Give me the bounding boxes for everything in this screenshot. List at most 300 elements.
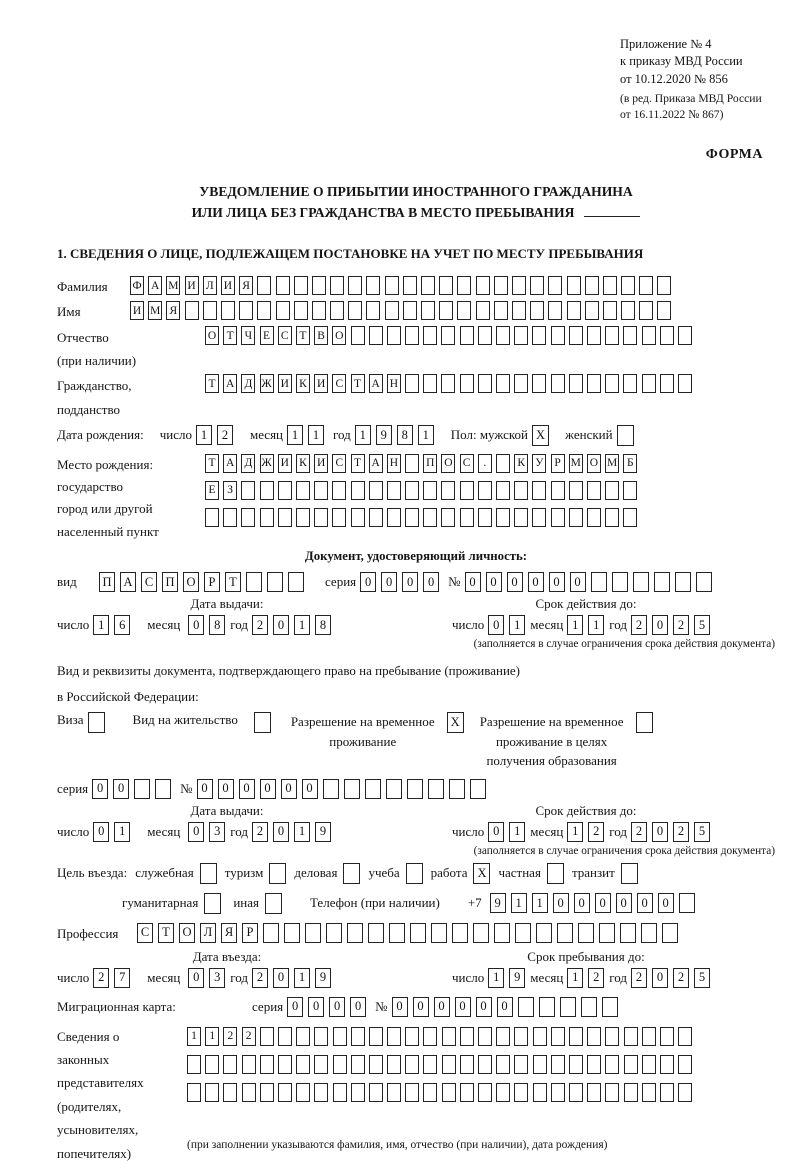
residence-doc-type-row bbox=[57, 712, 775, 771]
filled-cell: 1 bbox=[509, 615, 525, 635]
filled-cell: 0 bbox=[486, 572, 502, 592]
filled-cell: И bbox=[278, 374, 292, 393]
filled-cell: А bbox=[369, 454, 383, 473]
empty-cell bbox=[405, 454, 419, 473]
filled-cell: 1 bbox=[488, 968, 504, 988]
empty-cell bbox=[678, 326, 692, 345]
filled-cell: 1 bbox=[511, 893, 527, 913]
year-label: год bbox=[230, 969, 249, 985]
empty-cell bbox=[678, 1083, 692, 1102]
empty-cell bbox=[278, 508, 292, 527]
empty-cell bbox=[410, 923, 426, 943]
filled-cell: 2 bbox=[631, 968, 647, 988]
birth-date-label: Дата рождения: bbox=[57, 427, 144, 443]
empty-cell bbox=[405, 326, 419, 345]
name-row bbox=[57, 301, 775, 320]
empty-cell bbox=[496, 1027, 510, 1046]
empty-cell bbox=[333, 1055, 347, 1074]
empty-cell bbox=[642, 1083, 656, 1102]
sex-male-label: Пол: мужской bbox=[450, 427, 529, 443]
entry-dates-row bbox=[57, 968, 775, 988]
opt-work-label: работа bbox=[430, 865, 468, 881]
legal-row2-cells bbox=[187, 1055, 696, 1074]
purpose-label: Цель въезда: bbox=[57, 865, 128, 881]
filled-cell: 2 bbox=[588, 822, 604, 842]
empty-cell bbox=[642, 1027, 656, 1046]
series-label: серия bbox=[252, 998, 284, 1014]
empty-cell bbox=[605, 1083, 619, 1102]
filled-cell: 8 bbox=[315, 615, 331, 635]
filled-cell: 0 bbox=[658, 893, 674, 913]
filled-cell: 0 bbox=[652, 615, 668, 635]
birth-place-row3-cells bbox=[205, 508, 642, 527]
filled-cell: И bbox=[185, 276, 199, 295]
year-label: год bbox=[609, 969, 628, 985]
filled-cell: Т bbox=[351, 454, 365, 473]
empty-cell bbox=[269, 863, 286, 884]
birth-place-block bbox=[57, 454, 775, 543]
day-label: число bbox=[452, 617, 485, 633]
legal-row1-cells bbox=[187, 1027, 696, 1046]
birth-place-row1-cells bbox=[205, 454, 642, 473]
empty-cell bbox=[457, 276, 471, 295]
filled-cell: 2 bbox=[93, 968, 109, 988]
year-label: год bbox=[609, 617, 628, 633]
empty-cell bbox=[423, 1055, 437, 1074]
empty-cell bbox=[294, 276, 308, 295]
filled-cell: 0 bbox=[652, 822, 668, 842]
empty-cell bbox=[567, 301, 581, 320]
doc-kind-label: вид bbox=[57, 574, 77, 590]
filled-cell: Я bbox=[239, 276, 253, 295]
filled-cell: 0 bbox=[197, 779, 213, 799]
day-label: число bbox=[452, 823, 485, 839]
opt-study-label: учеба bbox=[368, 865, 400, 881]
series-label: серия bbox=[325, 574, 357, 590]
empty-cell bbox=[314, 1083, 328, 1102]
filled-cell: 0 bbox=[302, 779, 318, 799]
empty-cell bbox=[514, 1027, 528, 1046]
filled-cell: Т bbox=[205, 374, 219, 393]
empty-cell bbox=[296, 1083, 310, 1102]
opt-transit-label: транзит bbox=[571, 865, 615, 881]
empty-cell bbox=[587, 1027, 601, 1046]
temp-permit-label: Разрешение на временное проживание bbox=[290, 714, 435, 749]
filled-cell: 1 bbox=[205, 1027, 219, 1046]
filled-cell: 0 bbox=[308, 997, 324, 1017]
empty-cell bbox=[623, 374, 637, 393]
filled-cell: С bbox=[460, 454, 474, 473]
filled-cell: 2 bbox=[242, 1027, 256, 1046]
empty-cell bbox=[514, 1055, 528, 1074]
filled-cell: 0 bbox=[287, 997, 303, 1017]
filled-cell: Н bbox=[387, 374, 401, 393]
opt-tourism-label: туризм bbox=[224, 865, 264, 881]
visa-label: Виза bbox=[57, 712, 84, 728]
filled-cell: 8 bbox=[209, 615, 225, 635]
empty-cell bbox=[460, 508, 474, 527]
entry-date-heading: Дата въезда: bbox=[192, 948, 262, 964]
empty-cell bbox=[257, 301, 271, 320]
filled-cell: 1 bbox=[114, 822, 130, 842]
empty-cell bbox=[605, 508, 619, 527]
empty-cell bbox=[351, 1083, 365, 1102]
filled-cell: 0 bbox=[553, 893, 569, 913]
expiry-day-cells bbox=[488, 615, 530, 635]
empty-cell bbox=[221, 301, 235, 320]
filled-cell: 0 bbox=[392, 997, 408, 1017]
filled-cell: 0 bbox=[381, 572, 397, 592]
filled-cell: П bbox=[423, 454, 437, 473]
issue-date-heading: Дата выдачи: bbox=[190, 802, 264, 818]
empty-cell bbox=[621, 276, 635, 295]
issue-month-cells bbox=[188, 615, 230, 635]
empty-cell bbox=[187, 1083, 201, 1102]
empty-cell bbox=[514, 326, 528, 345]
filled-cell: С bbox=[332, 374, 346, 393]
filled-cell: 1 bbox=[294, 615, 310, 635]
empty-cell bbox=[515, 923, 531, 943]
empty-cell bbox=[460, 1055, 474, 1074]
opt-tourism-checkbox bbox=[269, 863, 286, 884]
residence-issue-year-cells bbox=[252, 822, 336, 842]
empty-cell bbox=[423, 326, 437, 345]
empty-cell bbox=[405, 374, 419, 393]
visit-purpose-row bbox=[57, 863, 775, 884]
birth-place-label: Место рождения: государство город или другой населенный пункт bbox=[57, 456, 159, 539]
filled-cell: 5 bbox=[694, 615, 710, 635]
empty-cell bbox=[578, 923, 594, 943]
filled-cell: 0 bbox=[188, 615, 204, 635]
empty-cell bbox=[567, 276, 581, 295]
empty-cell bbox=[587, 481, 601, 500]
number-label: № bbox=[180, 780, 193, 796]
empty-cell bbox=[642, 374, 656, 393]
month-label: месяц bbox=[147, 617, 181, 633]
empty-cell bbox=[386, 779, 402, 799]
year-label: год bbox=[230, 823, 249, 839]
month-label: месяц bbox=[530, 617, 564, 633]
empty-cell bbox=[624, 1027, 638, 1046]
month-label: месяц bbox=[147, 823, 181, 839]
empty-cell bbox=[548, 301, 562, 320]
filled-cell: Т bbox=[296, 326, 310, 345]
entry-day-cells bbox=[93, 968, 135, 988]
filled-cell: 0 bbox=[434, 997, 450, 1017]
visa-option bbox=[57, 712, 105, 733]
empty-cell bbox=[560, 997, 576, 1017]
filled-cell: Ж bbox=[260, 454, 274, 473]
empty-cell bbox=[569, 1027, 583, 1046]
filled-cell: Д bbox=[241, 454, 255, 473]
empty-cell bbox=[385, 276, 399, 295]
empty-cell bbox=[323, 779, 339, 799]
migration-number-cells bbox=[392, 997, 623, 1017]
residence-number-cells bbox=[197, 779, 491, 799]
empty-cell bbox=[405, 1083, 419, 1102]
empty-cell bbox=[496, 374, 510, 393]
empty-cell bbox=[369, 326, 383, 345]
empty-cell bbox=[639, 276, 653, 295]
filled-cell: 1 bbox=[93, 615, 109, 635]
expiry-month-cells bbox=[567, 615, 609, 635]
empty-cell bbox=[657, 276, 671, 295]
empty-cell bbox=[423, 1083, 437, 1102]
empty-cell bbox=[587, 326, 601, 345]
empty-cell bbox=[421, 301, 435, 320]
filled-cell: 1 bbox=[567, 968, 583, 988]
number-label: № bbox=[375, 998, 388, 1014]
filled-cell: Р bbox=[551, 454, 565, 473]
filled-cell: 0 bbox=[637, 893, 653, 913]
empty-cell bbox=[605, 374, 619, 393]
empty-cell bbox=[276, 301, 290, 320]
appendix-line: к приказу МВД России bbox=[620, 54, 743, 69]
filled-cell: 0 bbox=[350, 997, 366, 1017]
empty-cell bbox=[496, 481, 510, 500]
doc-number-cells bbox=[465, 572, 717, 592]
empty-cell bbox=[344, 779, 360, 799]
filled-cell: 0 bbox=[528, 572, 544, 592]
empty-cell bbox=[260, 1027, 274, 1046]
empty-cell bbox=[423, 1027, 437, 1046]
filled-cell: 0 bbox=[488, 822, 504, 842]
opt-official-label: служебная bbox=[135, 865, 194, 881]
empty-cell bbox=[623, 326, 637, 345]
empty-cell bbox=[387, 508, 401, 527]
empty-cell bbox=[223, 508, 237, 527]
empty-cell bbox=[405, 508, 419, 527]
filled-cell: 0 bbox=[574, 893, 590, 913]
opt-work-checkbox bbox=[473, 863, 490, 884]
phone-label: Телефон (при наличии) bbox=[309, 895, 440, 911]
filled-cell: 1 bbox=[294, 822, 310, 842]
empty-cell bbox=[187, 1055, 201, 1074]
empty-cell bbox=[276, 276, 290, 295]
opt-business-label: деловая bbox=[294, 865, 338, 881]
legal-representatives-note: (при заполнении указываются фамилия, имя, отчество (при наличии), дата рождения) bbox=[187, 1138, 608, 1151]
empty-cell bbox=[246, 572, 262, 592]
profession-label: Профессия bbox=[57, 925, 119, 941]
filled-cell: 0 bbox=[188, 822, 204, 842]
empty-cell bbox=[518, 997, 534, 1017]
empty-cell bbox=[405, 481, 419, 500]
surname-label: Фамилия bbox=[57, 279, 108, 295]
appendix-line: от 10.12.2020 № 856 bbox=[620, 71, 728, 86]
empty-cell bbox=[532, 326, 546, 345]
empty-cell bbox=[351, 481, 365, 500]
empty-cell bbox=[326, 923, 342, 943]
edu-permit-checkbox bbox=[636, 712, 653, 733]
empty-cell bbox=[205, 508, 219, 527]
empty-cell bbox=[351, 1055, 365, 1074]
year-label: год bbox=[230, 617, 249, 633]
residence-doc-dates bbox=[57, 822, 775, 842]
opt-other-label: иная bbox=[233, 895, 259, 911]
empty-cell bbox=[387, 326, 401, 345]
empty-cell bbox=[478, 374, 492, 393]
filled-cell: 8 bbox=[397, 425, 413, 445]
filled-cell: 0 bbox=[93, 822, 109, 842]
section1-heading: 1. СВЕДЕНИЯ О ЛИЦЕ, ПОДЛЕЖАЩЕМ ПОСТАНОВКЕ НА УЧЕТ ПО МЕСТУ ПРЕБЫВАНИЯ bbox=[57, 246, 644, 262]
filled-cell: И bbox=[221, 276, 235, 295]
empty-cell bbox=[473, 923, 489, 943]
empty-cell bbox=[660, 1027, 674, 1046]
empty-cell bbox=[605, 1027, 619, 1046]
filled-cell: Т bbox=[351, 374, 365, 393]
empty-cell bbox=[678, 374, 692, 393]
empty-cell bbox=[428, 779, 444, 799]
filled-cell: 1 bbox=[588, 615, 604, 635]
citizenship-cells bbox=[205, 374, 696, 393]
empty-cell bbox=[654, 572, 670, 592]
blank-underline bbox=[584, 216, 640, 217]
filled-cell: С bbox=[332, 454, 346, 473]
empty-cell bbox=[514, 481, 528, 500]
filled-cell: П bbox=[99, 572, 115, 592]
empty-cell bbox=[551, 1027, 565, 1046]
appendix-header bbox=[620, 36, 800, 123]
empty-cell bbox=[476, 276, 490, 295]
empty-cell bbox=[260, 1083, 274, 1102]
filled-cell: Ч bbox=[241, 326, 255, 345]
empty-cell bbox=[403, 276, 417, 295]
empty-cell bbox=[405, 1055, 419, 1074]
filled-cell: 0 bbox=[360, 572, 376, 592]
empty-cell bbox=[278, 481, 292, 500]
identity-doc-expiry-note: (заполняется в случае ограничения срока действия документа) bbox=[473, 638, 775, 651]
empty-cell bbox=[460, 1083, 474, 1102]
filled-cell: 1 bbox=[287, 425, 303, 445]
filled-cell: И bbox=[130, 301, 144, 320]
filled-cell: 6 bbox=[114, 615, 130, 635]
empty-cell bbox=[294, 301, 308, 320]
doc-kind-cells bbox=[99, 572, 309, 592]
empty-cell bbox=[551, 508, 565, 527]
empty-cell bbox=[387, 1027, 401, 1046]
empty-cell bbox=[314, 1027, 328, 1046]
empty-cell bbox=[333, 1027, 347, 1046]
empty-cell bbox=[155, 779, 171, 799]
empty-cell bbox=[496, 1083, 510, 1102]
residence-doc-series-row bbox=[57, 779, 775, 799]
filled-cell: 1 bbox=[567, 822, 583, 842]
empty-cell bbox=[241, 481, 255, 500]
empty-cell bbox=[389, 923, 405, 943]
filled-cell: Р bbox=[204, 572, 220, 592]
empty-cell bbox=[569, 508, 583, 527]
empty-cell bbox=[263, 923, 279, 943]
birth-day-cells bbox=[196, 425, 238, 445]
legal-row3-cells bbox=[187, 1083, 696, 1102]
empty-cell bbox=[314, 1055, 328, 1074]
empty-cell bbox=[678, 1027, 692, 1046]
empty-cell bbox=[260, 508, 274, 527]
empty-cell bbox=[512, 276, 526, 295]
empty-cell bbox=[533, 1083, 547, 1102]
empty-cell bbox=[636, 712, 653, 733]
filled-cell: 2 bbox=[673, 615, 689, 635]
residence-series-cells bbox=[92, 779, 176, 799]
empty-cell bbox=[605, 481, 619, 500]
empty-cell bbox=[442, 1055, 456, 1074]
stay-year-cells bbox=[631, 968, 715, 988]
empty-cell bbox=[205, 1083, 219, 1102]
citizenship-row bbox=[57, 374, 775, 420]
filled-cell: 0 bbox=[273, 615, 289, 635]
empty-cell bbox=[312, 301, 326, 320]
filled-cell: 2 bbox=[673, 968, 689, 988]
empty-cell bbox=[642, 1055, 656, 1074]
empty-cell bbox=[267, 572, 283, 592]
visa-checkbox bbox=[88, 712, 105, 733]
empty-cell bbox=[548, 276, 562, 295]
empty-cell bbox=[442, 1027, 456, 1046]
empty-cell bbox=[351, 508, 365, 527]
empty-cell bbox=[530, 301, 544, 320]
empty-cell bbox=[134, 779, 150, 799]
residence-doc-date-headings bbox=[57, 803, 775, 819]
series-label: серия bbox=[57, 780, 89, 796]
month-label: месяц bbox=[249, 427, 284, 443]
empty-cell bbox=[478, 1083, 492, 1102]
opt-study-checkbox bbox=[406, 863, 423, 884]
empty-cell bbox=[551, 374, 565, 393]
empty-cell bbox=[351, 326, 365, 345]
empty-cell bbox=[641, 923, 657, 943]
empty-cell bbox=[587, 508, 601, 527]
temp-permit-option bbox=[291, 712, 464, 751]
filled-cell: К bbox=[514, 454, 528, 473]
empty-cell bbox=[241, 508, 255, 527]
residence-expiry-day-cells bbox=[488, 822, 530, 842]
filled-cell: О bbox=[179, 923, 195, 943]
empty-cell bbox=[88, 712, 105, 733]
empty-cell bbox=[278, 1083, 292, 1102]
empty-cell bbox=[547, 863, 564, 884]
migration-card-label: Миграционная карта: bbox=[57, 998, 176, 1014]
filled-cell: С bbox=[141, 572, 157, 592]
filled-cell: Т bbox=[158, 923, 174, 943]
opt-business-checkbox bbox=[343, 863, 360, 884]
empty-cell bbox=[431, 923, 447, 943]
opt-humanitarian-label: гуманитарная bbox=[122, 895, 199, 911]
birth-place-row2-cells bbox=[205, 481, 642, 500]
empty-cell bbox=[679, 893, 695, 913]
empty-cell bbox=[239, 301, 253, 320]
filled-cell: 2 bbox=[588, 968, 604, 988]
filled-cell: 2 bbox=[217, 425, 233, 445]
empty-cell bbox=[457, 301, 471, 320]
filled-cell: 0 bbox=[476, 997, 492, 1017]
filled-cell: Н bbox=[387, 454, 401, 473]
empty-cell bbox=[494, 923, 510, 943]
filled-cell: X bbox=[447, 712, 464, 733]
empty-cell bbox=[369, 1083, 383, 1102]
residence-issue-day-cells bbox=[93, 822, 135, 842]
empty-cell bbox=[387, 1083, 401, 1102]
empty-cell bbox=[385, 301, 399, 320]
filled-cell: О bbox=[441, 454, 455, 473]
empty-cell bbox=[369, 481, 383, 500]
filled-cell: М bbox=[166, 276, 180, 295]
empty-cell bbox=[581, 997, 597, 1017]
profession-cells bbox=[137, 923, 683, 943]
empty-cell bbox=[591, 572, 607, 592]
empty-cell bbox=[242, 1055, 256, 1074]
filled-cell: 1 bbox=[509, 822, 525, 842]
filled-cell: 5 bbox=[694, 968, 710, 988]
